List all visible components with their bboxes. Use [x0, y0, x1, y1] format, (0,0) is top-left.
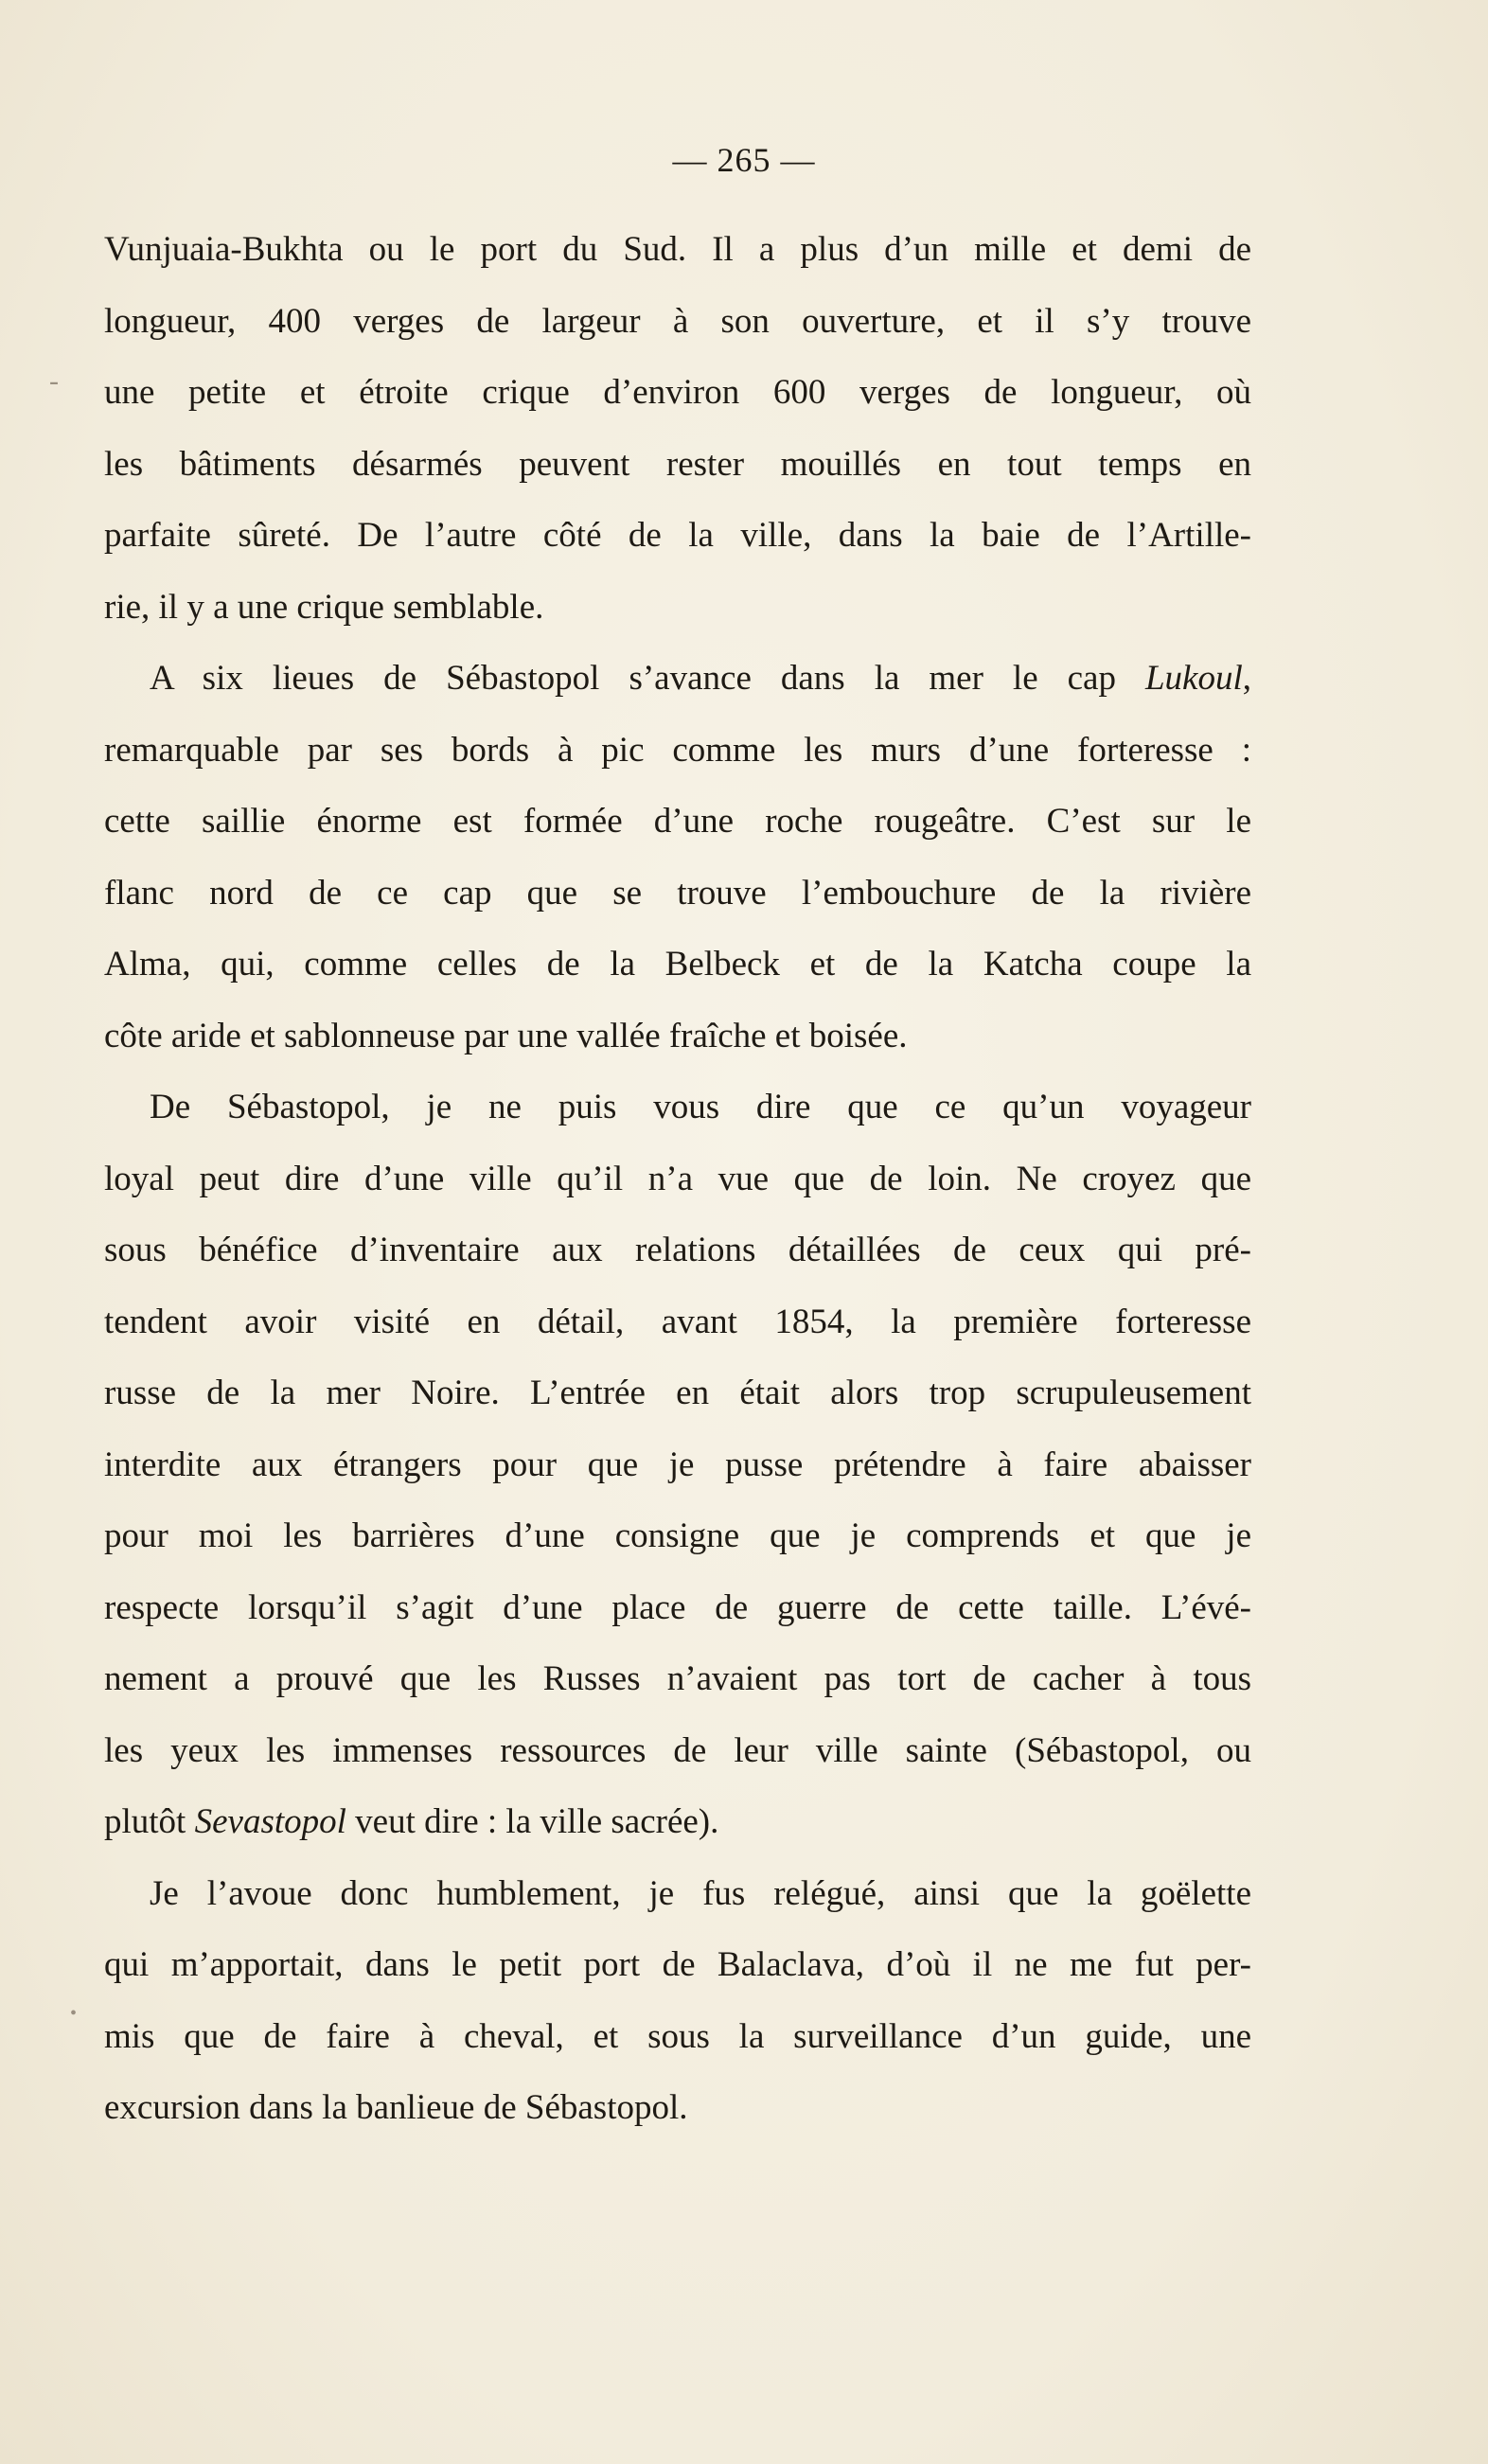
text-line: russe de la mer Noire. L’entrée en était alors trop scrupuleusement — [104, 1374, 1251, 1412]
text-segment: plutôt — [104, 1802, 195, 1841]
text-line — [104, 1786, 1251, 1858]
margin-mark: - — [49, 365, 59, 397]
text-line: remarquable par ses bords à pic comme les murs d’une forteresse : — [104, 730, 1251, 770]
place-name-italic: Sevastopol — [194, 1802, 346, 1841]
margin-mark: • — [70, 2003, 78, 2024]
text-line: excursion dans la banlieue de Sébastopol. — [104, 2088, 688, 2127]
text-line: respecte lorsqu’il s’agit d’une place de guerre de cette taille. L’évé- — [104, 1587, 1251, 1627]
text-line: les yeux les immenses ressources de leur ville sainte (Sébastopol, ou — [104, 1730, 1251, 1770]
text-line: les bâtiments désarmés peuvent rester mouillés en tout temps en — [104, 444, 1251, 484]
text-line: rie, il y a une crique semblable. — [104, 587, 544, 627]
text-line: sous bénéfice d’inventaire aux relations détaillées de ceux qui pré- — [104, 1231, 1251, 1269]
text-line: De Sébastopol, je ne puis vous dire que ce qu’un voyageur — [150, 1088, 1251, 1126]
text-line — [104, 643, 1251, 715]
text-line: une petite et étroite crique d’environ 600 verges de longueur, où — [104, 373, 1251, 412]
text-line: Alma, qui, comme celles de la Belbeck et de la Katcha coupe la — [104, 945, 1251, 984]
text-line: longueur, 400 verges de largeur à son ouverture, et il s’y trouve — [104, 301, 1251, 341]
text-line: tendent avoir visité en détail, avant 1854, la première forteresse — [104, 1302, 1251, 1341]
text-line: mis que de faire à cheval, et sous la surveillance d’un guide, une — [104, 2016, 1251, 2056]
text-segment: veut dire : la ville sacrée). — [345, 1802, 719, 1841]
text-line: côte aride et sablonneuse par une vallée fraîche et boisée. — [104, 1016, 908, 1055]
text-line: interdite aux étrangers pour que je pusse prétendre à faire abaisser — [104, 1445, 1251, 1484]
text-line: Vunjuaia-Bukhta ou le port du Sud. Il a plus d’un mille et demi de — [104, 230, 1251, 269]
text-line: qui m’apportait, dans le petit port de Balaclava, d’où il ne me fut per- — [104, 1945, 1251, 1984]
place-name-italic: Lukoul — [1144, 659, 1243, 698]
body-text — [104, 214, 1251, 2144]
text-line: loyal peut dire d’une ville qu’il n’a vue que de loin. Ne croyez que — [104, 1159, 1251, 1198]
text-line: flanc nord de ce cap que se trouve l’embouchure de la rivière — [104, 873, 1251, 913]
text-line: cette saillie énorme est formée d’une roche rougeâtre. C’est sur le — [104, 802, 1251, 841]
text-line: parfaite sûreté. De l’autre côté de la ville, dans la baie de l’Artille- — [104, 516, 1251, 555]
text-segment: , — [1242, 659, 1251, 698]
text-line: Je l’avoue donc humblement, je fus relégué, ainsi que la goëlette — [150, 1873, 1251, 1913]
text-line: nement a prouvé que les Russes n’avaient pas tort de cacher à tous — [104, 1659, 1251, 1698]
text-line: pour moi les barrières d’une consigne que je comprends et que je — [104, 1516, 1251, 1555]
page-number: — 265 — — [672, 141, 816, 179]
text-segment: A six lieues de Sébastopol s’avance dans la mer le cap — [150, 659, 1145, 698]
